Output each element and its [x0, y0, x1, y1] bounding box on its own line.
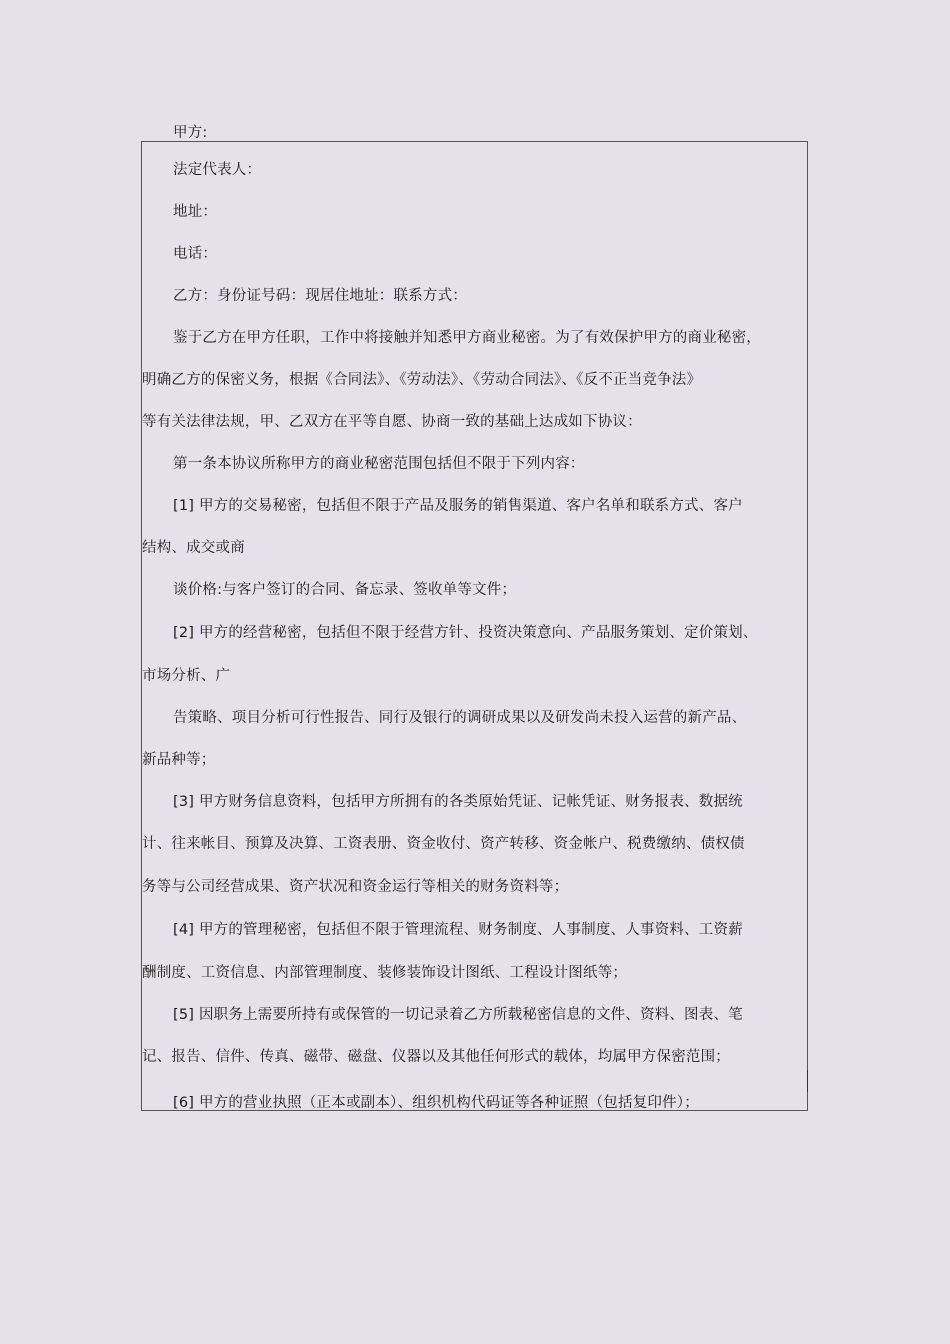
text-line-22: [5] 因职务上需要所持有或保管的一切记录着乙方所载秘密信息的文件、资料、图表、笔 — [173, 1007, 743, 1023]
text-line-16: 新品种等； — [142, 752, 216, 768]
text-line-5: 乙方：身份证号码：现居住地址：联系方式： — [173, 288, 467, 304]
text-line-17: [3] 甲方财务信息资料，包括甲方所拥有的各类原始凭证、记帐凭证、财务报表、数据统 — [173, 794, 743, 810]
text-line-24: [6] 甲方的营业执照（正本或副本）、组织机构代码证等各种证照（包括复印件）； — [173, 1095, 699, 1111]
text-line-7: 明确乙方的保密义务，根据《合同法》、《劳动法》、《劳动合同法》、《反不正当竞争法》 — [142, 372, 702, 388]
text-line-18: 计、往来帐目、预算及决算、工资表册、资金收付、资产转移、资金帐户、税费缴纳、债权债 — [142, 836, 745, 852]
text-line-20: [4] 甲方的管理秘密，包括但不限于管理流程、财务制度、人事制度、人事资料、工资薪 — [173, 922, 743, 938]
text-line-23: 记、报告、信件、传真、磁带、磁盘、仪器以及其他任何形式的载体，均属甲方保密范围； — [142, 1049, 730, 1065]
text-line-9: 第一条本协议所称甲方的商业秘密范围包括但不限于下列内容： — [173, 456, 585, 472]
text-line-2: 法定代表人： — [173, 162, 262, 178]
text-line-14: 市场分析、广 — [142, 668, 231, 684]
text-line-3: 地址： — [173, 204, 218, 220]
text-line-12: 谈价格:与客户签订的合同、备忘录、签收单等文件； — [173, 582, 517, 598]
text-line-6: 鉴于乙方在甲方任职，工作中将接触并知悉甲方商业秘密。为了有效保护甲方的商业秘密， — [173, 330, 761, 346]
text-line-4: 电话： — [173, 246, 218, 262]
text-line-13: [2] 甲方的经营秘密，包括但不限于经营方针、投资决策意向、产品服务策划、定价策划、 — [173, 625, 758, 641]
text-line-15: 告策略、项目分析可行性报告、同行及银行的调研成果以及研发尚未投入运营的新产品、 — [173, 710, 747, 726]
text-line-10: [1] 甲方的交易秘密，包括但不限于产品及服务的销售渠道、客户名单和联系方式、客户 — [173, 498, 743, 514]
text-line-11: 结构、成交或商 — [142, 540, 245, 556]
text-line-21: 酬制度、工资信息、内部管理制度、装修装饰设计图纸、工程设计图纸等； — [142, 965, 628, 981]
frame-tick-mark — [807, 1070, 808, 1092]
text-line-1: 甲方: — [173, 125, 208, 141]
text-line-8: 等有关法律法规，甲、乙双方在平等自愿、协商一致的基础上达成如下协议： — [142, 414, 642, 430]
text-line-19: 务等与公司经营成果、资产状况和资金运行等相关的财务资料等； — [142, 879, 569, 895]
